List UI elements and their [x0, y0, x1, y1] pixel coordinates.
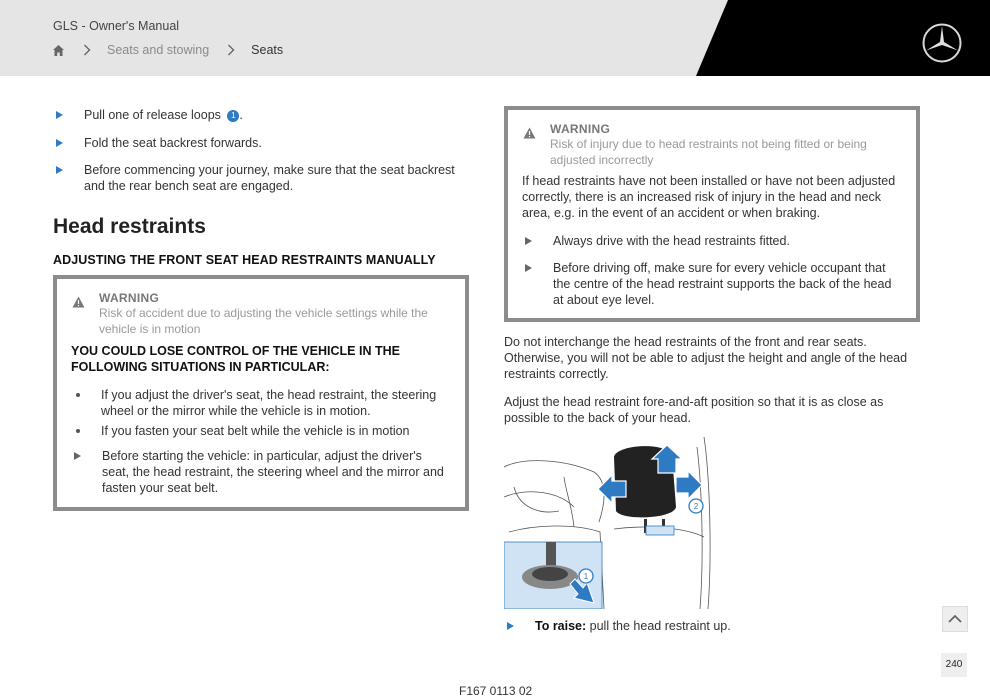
warning-subtitle: Risk of injury due to head restraints not being fitted or being adjusted incorrectly	[550, 137, 867, 167]
callout-number: 1	[231, 110, 236, 120]
breadcrumb	[52, 42, 283, 58]
warning-dot-item	[71, 423, 441, 439]
step-item	[53, 162, 462, 194]
header-black-band	[0, 0, 990, 76]
step-text: Pull one of release loops	[84, 108, 221, 122]
breadcrumb-item-seats: Seats	[251, 43, 284, 57]
page-header	[0, 0, 990, 76]
warning-action-item	[71, 448, 447, 496]
warning-dot-text: If you adjust the driver's seat, the head restraint, the steering wheel or the mirror while the vehicle is in motion.	[101, 388, 437, 418]
warning-title: WARNING	[550, 122, 611, 136]
figure-label-2: 2	[693, 502, 699, 511]
warning-action-item	[522, 233, 913, 249]
figure-label-1: 1	[583, 572, 589, 581]
figure-caption: F167 0113 02	[459, 684, 533, 698]
step-text: Before commencing your journey, make sure that the seat backrest and the rear bench seat are engaged.	[84, 163, 455, 193]
scroll-to-top-button[interactable]	[942, 606, 968, 632]
step-text: Fold the seat backrest forwards.	[84, 136, 262, 150]
chevron-right-icon	[83, 44, 91, 56]
warning-caps-text: YOU COULD LOSE CONTROL OF THE VEHICLE IN THE FOLLOWING SITUATIONS IN PARTICULAR:	[71, 344, 400, 374]
warning-box-accident	[53, 275, 469, 511]
warning-dot-text: If you fasten your seat belt while the vehicle is in motion	[101, 424, 410, 438]
warning-subtitle: Risk of accident due to adjusting the vehicle settings while the vehicle is in motion	[99, 306, 428, 336]
step-arrow-icon	[56, 166, 63, 174]
chevron-up-icon	[943, 607, 967, 631]
raise-instruction	[504, 618, 835, 634]
step-arrow-icon	[525, 264, 532, 272]
warning-box-injury	[504, 106, 920, 322]
raise-text: pull the head restraint up.	[589, 619, 731, 633]
warning-action-item	[522, 260, 903, 308]
page-number: 240	[941, 653, 967, 677]
step-arrow-icon	[56, 111, 63, 119]
step-item: Pull one of release loops 1 .	[53, 107, 484, 123]
step-arrow-icon	[56, 139, 63, 147]
step-arrow-icon	[525, 237, 532, 245]
warning-body-text: If head restraints have not been installed or have not been adjusted correctly, there is an increased risk of injury in the head and neck area, e.g. in the event of an accident or when braking.	[522, 174, 896, 220]
step-arrow-icon	[74, 452, 81, 460]
warning-triangle-icon	[72, 295, 85, 307]
home-icon[interactable]	[52, 44, 65, 57]
warning-action-text: Always drive with the head restraints fitted.	[553, 234, 790, 248]
warning-action-text: Before driving off, make sure for every vehicle occupant that the centre of the head restraint supports the back of the head at about eye level.	[553, 261, 892, 307]
raise-label: To raise:	[535, 619, 587, 633]
warning-title: WARNING	[99, 291, 160, 305]
warning-dot-item	[71, 387, 441, 419]
section-title: Head restraints	[53, 215, 206, 238]
body-paragraph: Adjust the head restraint fore-and-aft position so that it is as close as possible to the back of your head.	[504, 395, 884, 425]
head-restraint-illustration	[504, 437, 716, 609]
warning-triangle-icon	[523, 126, 536, 138]
callout-badge	[227, 110, 239, 122]
body-paragraph: Do not interchange the head restraints of the front and rear seats. Otherwise, you will not be able to adjust the height and angle of the head restraints correctly.	[504, 335, 908, 381]
step-arrow-icon	[507, 622, 514, 630]
step-item	[53, 135, 484, 151]
warning-action-text: Before starting the vehicle: in particular, adjust the driver's seat, the head restraint, the steering wheel and the mirror and fasten your seat belt.	[102, 449, 444, 495]
bullet-dot-icon	[76, 429, 80, 433]
chevron-right-icon	[227, 44, 235, 56]
breadcrumb-item-seats-and-stowing[interactable]: Seats and stowing	[107, 43, 210, 57]
document-title: GLS - Owner's Manual	[53, 19, 180, 33]
bullet-dot-icon	[76, 393, 80, 397]
brand-star-logo-icon[interactable]	[921, 22, 963, 64]
subsection-title: ADJUSTING THE FRONT SEAT HEAD RESTRAINTS MANUALLY	[53, 253, 436, 267]
